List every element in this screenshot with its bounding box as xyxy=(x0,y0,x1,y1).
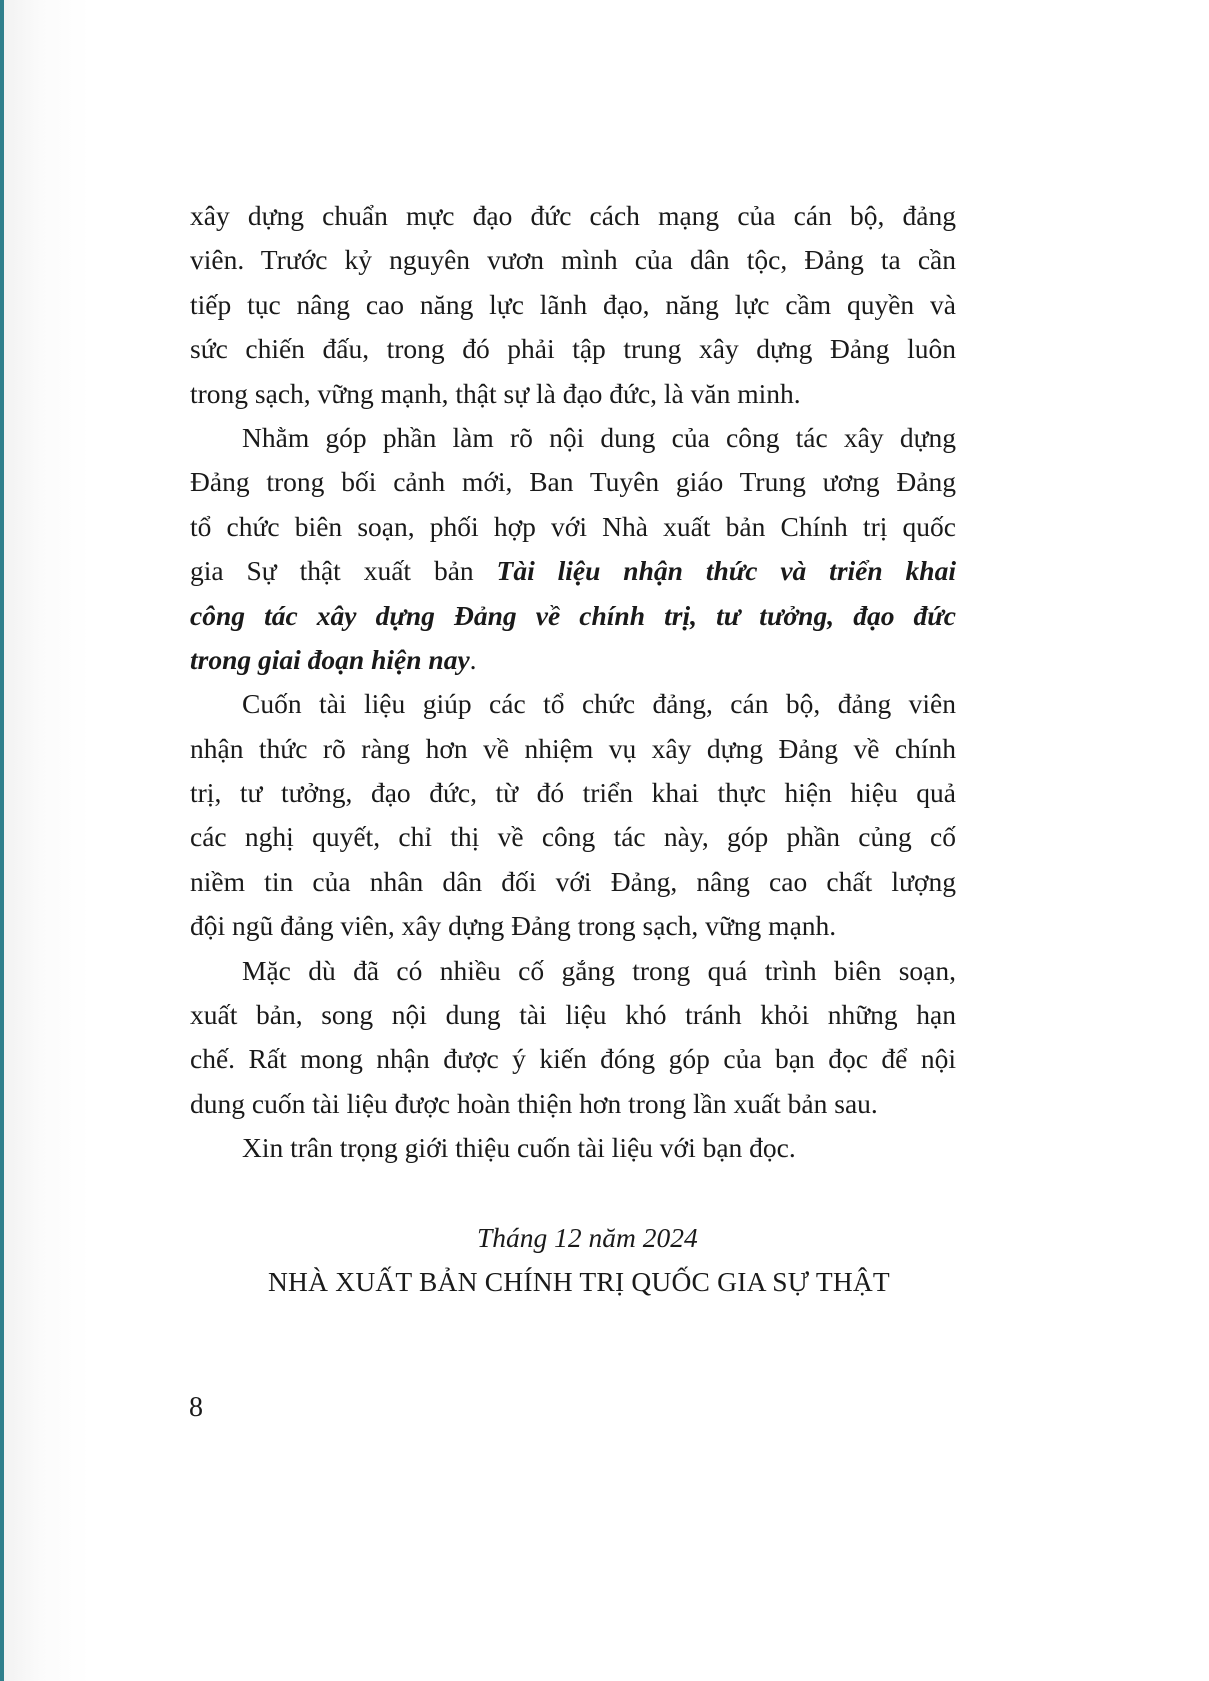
text-segment: xây dựng chuẩn mực đạo đức cách mạng của cán bộ, đảng xyxy=(190,200,956,231)
text-segment: Đảng trong bối cảnh mới, Ban Tuyên giáo Trung ương Đảng xyxy=(190,466,956,498)
text-line xyxy=(190,638,956,682)
text-segment: Mặc dù đã có nhiều cố gắng trong quá trình biên soạn, xyxy=(242,954,956,986)
text-line xyxy=(190,1082,956,1126)
text-segment: đội ngũ đảng viên, xây dựng Đảng trong sạch, vững mạnh. xyxy=(190,910,837,942)
page-edge-strip xyxy=(0,0,4,1681)
text-line xyxy=(190,815,956,859)
text-line xyxy=(190,416,956,460)
text-segment: chế. Rất mong nhận được ý kiến đóng góp của bạn đọc để nội xyxy=(190,1043,956,1075)
text-line xyxy=(190,372,956,416)
book-title-text: trong giai đoạn hiện nay xyxy=(190,643,470,675)
signature-date: Tháng 12 năm 2024 xyxy=(477,1222,698,1253)
text-segment: Nhằm góp phần làm rõ nội dung của công tác xây dựng xyxy=(242,421,956,453)
text-segment: Cuốn tài liệu giúp các tổ chức đảng, cán bộ, đảng viên xyxy=(242,688,956,720)
text-line xyxy=(190,682,956,726)
text-line xyxy=(190,505,956,549)
text-line xyxy=(190,238,956,282)
text-line xyxy=(190,594,956,638)
text-segment: trị, tư tưởng, đạo đức, từ đó triển khai thực hiện hiệu quả xyxy=(190,777,956,809)
text-segment: xuất bản, song nội dung tài liệu khó tránh khỏi những hạn xyxy=(190,999,956,1031)
book-title-text: công tác xây dựng Đảng về chính trị, tư tưởng, đạo đức xyxy=(190,599,956,631)
text-line xyxy=(190,904,956,948)
page-number: 8 xyxy=(189,1392,203,1423)
text-segment: sức chiến đấu, trong đó phải tập trung xây dựng Đảng luôn xyxy=(190,333,956,365)
text-line xyxy=(190,549,956,593)
text-line xyxy=(190,993,956,1037)
body-text xyxy=(190,194,956,1171)
text-segment: viên. Trước kỷ nguyên vươn mình của dân tộc, Đảng ta cần xyxy=(190,244,956,276)
text-segment: tiếp tục nâng cao năng lực lãnh đạo, năng lực cầm quyền và xyxy=(190,288,956,320)
book-title-text: Tài liệu nhận thức và triển khai xyxy=(496,555,956,587)
text-line xyxy=(190,860,956,904)
text-segment: trong sạch, vững mạnh, thật sự là đạo đức, là văn minh. xyxy=(190,377,801,409)
text-segment: nhận thức rõ ràng hơn về nhiệm vụ xây dựng Đảng về chính xyxy=(190,732,956,764)
publisher-name: NHÀ XUẤT BẢN CHÍNH TRỊ QUỐC GIA SỰ THẬT xyxy=(268,1266,890,1297)
text-segment: gia Sự thật xuất bản xyxy=(190,555,497,587)
text-line xyxy=(190,283,956,327)
text-segment: tổ chức biên soạn, phối hợp với Nhà xuất bản Chính trị quốc xyxy=(190,510,956,542)
text-segment: niềm tin của nhân dân đối với Đảng, nâng cao chất lượng xyxy=(190,865,956,897)
text-line xyxy=(190,949,956,993)
text-segment: dung cuốn tài liệu được hoàn thiện hơn trong lần xuất bản sau. xyxy=(190,1087,878,1119)
text-segment: các nghị quyết, chỉ thị về công tác này, góp phần củng cố xyxy=(190,821,956,853)
text-line xyxy=(190,771,956,815)
text-line xyxy=(190,194,956,238)
text-line xyxy=(190,460,956,504)
text-line xyxy=(190,1126,956,1170)
text-line xyxy=(190,327,956,371)
text-line xyxy=(190,727,956,771)
text-line xyxy=(190,1037,956,1081)
text-segment: . xyxy=(469,643,477,675)
text-segment: Xin trân trọng giới thiệu cuốn tài liệu với bạn đọc. xyxy=(242,1132,796,1164)
